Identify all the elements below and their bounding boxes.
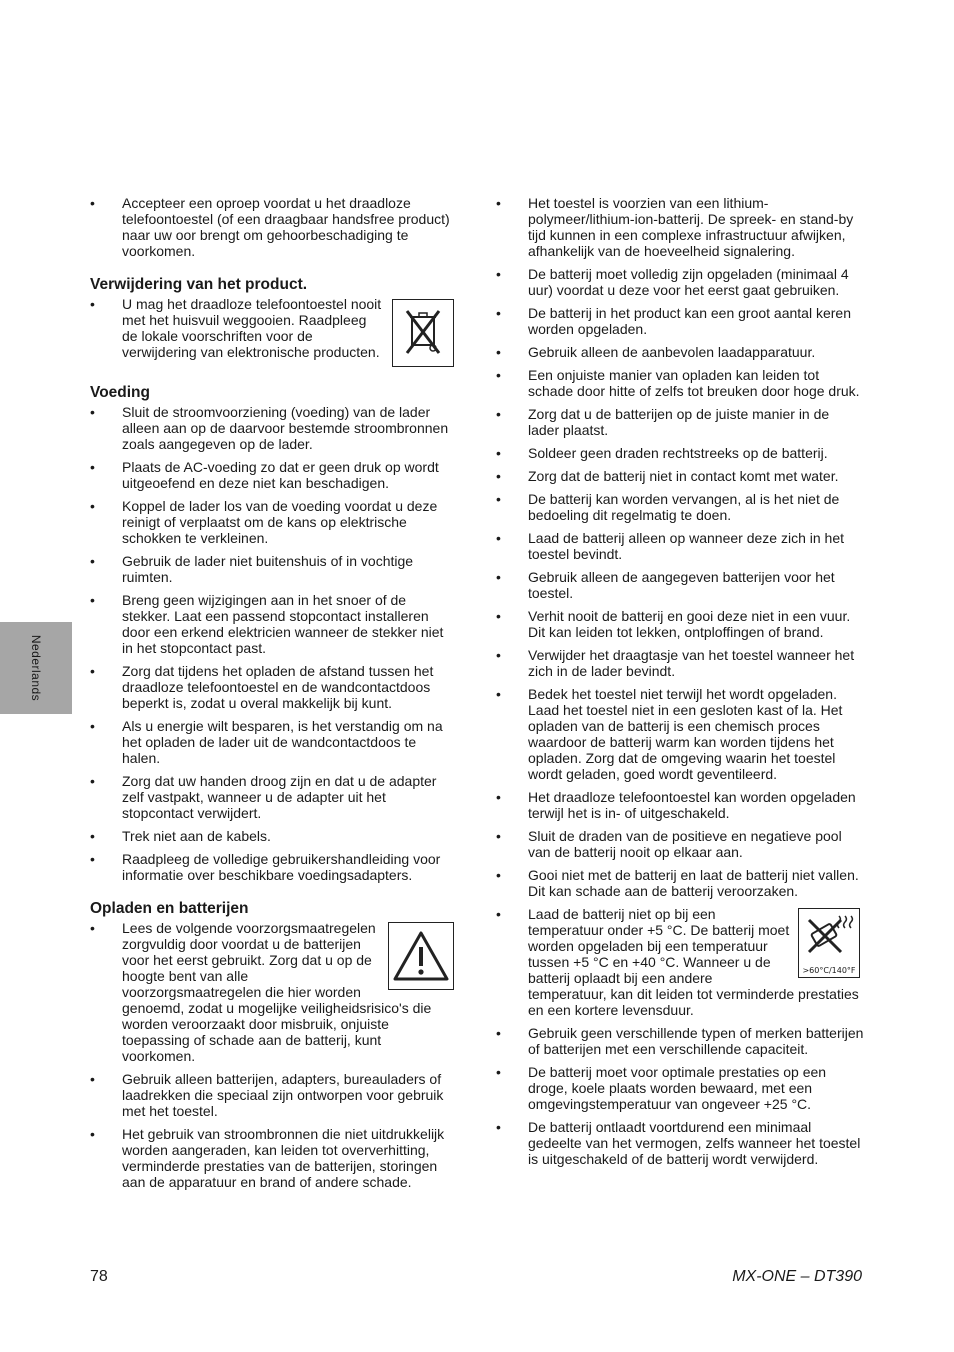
item-text: U mag het draadloze telefoontoestel nooit met het huisvuil weggooien. Raadpleeg de lokale voorschriften voor de verwijdering van elektronische producten. bbox=[122, 296, 382, 360]
bullet: • bbox=[496, 468, 501, 484]
item-text: Lees de volgende voorzorgsmaatregelen zorgvuldig door voordat u de batterijen voor het eerst gebruikt. Zorg dat u op de hoogte bent van alle voorzorgsmaatregelen die hier worden genoemd, zodat u mogelijke veiligheidsrisico's die worden veroorzaakt door misbruik, onjuiste toepassing of schade aan de batterij, kunt voorkomen. bbox=[122, 920, 432, 1064]
list-item bbox=[90, 920, 458, 1064]
item-text: Koppel de lader los van de voeding voordat u deze reinigt of verplaatst om de kans op elektrische schokken te verkleinen. bbox=[122, 498, 438, 546]
item-text: Gooi niet met de batterij en laat de batterij niet vallen. Dit kan schade aan de batterij veroorzaken. bbox=[528, 867, 859, 899]
list-item bbox=[496, 406, 864, 438]
list-item bbox=[496, 367, 864, 399]
bullet: • bbox=[90, 404, 95, 420]
item-text: De batterij ontlaadt voortdurend een minimaal gedeelte van het vermogen, zelfs wanneer het toestel is uitgeschakeld of de batterij wordt verwijderd. bbox=[528, 1119, 861, 1167]
item-text: Gebruik alleen de aanbevolen laadapparatuur. bbox=[528, 344, 816, 360]
item-text: Verhit nooit de batterij en gooi deze niet in een vuur. Dit kan leiden tot lekken, ontploffingen of brand. bbox=[528, 608, 851, 640]
bullet: • bbox=[496, 530, 501, 546]
bullet: • bbox=[496, 789, 501, 805]
bullet: • bbox=[496, 367, 501, 383]
bullet: • bbox=[90, 828, 95, 844]
item-text: Verwijder het draagtasje van het toestel wanneer het zich in de lader bevindt. bbox=[528, 647, 855, 679]
bullet: • bbox=[496, 344, 501, 360]
item-text: Breng geen wijzigingen aan in het snoer of de stekker. Laat een passend stopcontact installeren door een erkend elektricien wanneer de stekker niet in het stopcontact past. bbox=[122, 592, 444, 656]
bullet: • bbox=[90, 663, 95, 679]
temperature-label: >60°C/140°F bbox=[802, 966, 856, 975]
item-text: Plaats de AC-voeding zo dat er geen druk op wordt uitgeoefend en deze niet kan beschadigen. bbox=[122, 459, 439, 491]
list-item bbox=[496, 1119, 864, 1167]
item-text: Het draadloze telefoontoestel kan worden opgeladen terwijl het is in- of uitgeschakeld. bbox=[528, 789, 856, 821]
item-text: Laad de batterij niet op bij een temperatuur onder +5 °C. De batterij moet worden opgeladen bij een temperatuur tussen +5 °C en +40 °C. Wanneer u de batterij oplaadt bij een andere temperatuur, kan dit leiden tot verminderde prestaties en een kortere levensduur. bbox=[528, 906, 859, 1018]
bullet: • bbox=[496, 828, 501, 844]
list-item bbox=[90, 592, 458, 656]
right-column bbox=[496, 195, 864, 1174]
item-text: Raadpleeg de volledige gebruikershandleiding voor informatie over beschikbare voedingsadapters. bbox=[122, 851, 441, 883]
section-heading-removal: Verwijdering van het product. bbox=[90, 276, 308, 293]
bullet: • bbox=[90, 718, 95, 734]
page-number: 78 bbox=[90, 1268, 108, 1285]
item-text: Het gebruik van stroombronnen die niet uitdrukkelijk worden aangeraden, kan leiden tot oververhitting, verminderde prestaties van de batterijen, storingen aan de apparatuur en brand of andere schade. bbox=[122, 1126, 445, 1190]
list-item bbox=[496, 569, 864, 601]
item-text: Gebruik geen verschillende typen of merken batterijen of batterijen met een verschillende capaciteit. bbox=[528, 1025, 864, 1057]
list-item bbox=[90, 296, 458, 367]
bullet: • bbox=[496, 1025, 501, 1041]
bullet: • bbox=[90, 592, 95, 608]
list-item bbox=[496, 789, 864, 821]
list-item bbox=[496, 647, 864, 679]
bullet: • bbox=[496, 686, 501, 702]
list-item bbox=[90, 851, 458, 883]
list-item bbox=[90, 1071, 458, 1119]
bullet: • bbox=[496, 1119, 501, 1135]
list-item bbox=[496, 1064, 864, 1112]
list-item bbox=[90, 498, 458, 546]
list-item bbox=[90, 718, 458, 766]
list-item bbox=[496, 491, 864, 523]
list-item bbox=[496, 906, 864, 1018]
list-item bbox=[90, 404, 458, 452]
no-heat-battery-icon bbox=[798, 908, 860, 978]
item-text: Gebruik de lader niet buitenshuis of in vochtige ruimten. bbox=[122, 553, 414, 585]
language-side-tab bbox=[0, 622, 72, 714]
bullet: • bbox=[496, 266, 501, 282]
list-item bbox=[496, 608, 864, 640]
item-text: Sluit de draden van de positieve en negatieve pool van de batterij nooit op elkaar aan. bbox=[528, 828, 842, 860]
bullet: • bbox=[90, 851, 95, 867]
bullet: • bbox=[90, 920, 95, 936]
left-column bbox=[90, 195, 458, 1197]
list-item bbox=[496, 195, 864, 259]
item-text: Het toestel is voorzien van een lithium-polymeer/lithium-ion-batterij. De spreek- en stand-by tijd kunnen in een complexe infrastructuur afwijken, afhankelijk van de hoeveelheid signalering. bbox=[528, 195, 854, 259]
item-text: Accepteer een oproep voordat u het draadloze telefoontoestel (of een draagbaar handsfree product) naar uw oor brengt om gehoorbeschadiging te voorkomen. bbox=[122, 195, 450, 259]
section-heading-charging: Opladen en batterijen bbox=[90, 900, 249, 917]
list-item bbox=[496, 305, 864, 337]
bullet: • bbox=[90, 553, 95, 569]
list-item bbox=[496, 686, 864, 782]
list-item bbox=[90, 553, 458, 585]
bullet: • bbox=[90, 498, 95, 514]
item-text: Gebruik alleen batterijen, adapters, bureauladers of laadrekken die speciaal zijn ontworpen voor gebruik met het toestel. bbox=[122, 1071, 444, 1119]
bullet: • bbox=[496, 491, 501, 507]
list-item bbox=[496, 468, 864, 484]
list-item bbox=[90, 773, 458, 821]
item-text: De batterij moet volledig zijn opgeladen (minimaal 4 uur) voordat u deze voor het eerst gaat gebruiken. bbox=[528, 266, 849, 298]
document-title: MX-ONE – DT390 bbox=[732, 1268, 862, 1285]
list-item bbox=[496, 867, 864, 899]
list-item bbox=[90, 828, 458, 844]
list-item bbox=[496, 344, 864, 360]
list-item bbox=[496, 530, 864, 562]
side-tab-label: Nederlands bbox=[29, 634, 43, 702]
item-text: Zorg dat u de batterijen op de juiste manier in de lader plaatst. bbox=[528, 406, 830, 438]
bullet: • bbox=[90, 459, 95, 475]
list-item bbox=[90, 459, 458, 491]
bullet: • bbox=[496, 305, 501, 321]
bullet: • bbox=[496, 406, 501, 422]
bullet: • bbox=[90, 773, 95, 789]
bullet: • bbox=[90, 1071, 95, 1087]
item-text: Sluit de stroomvoorziening (voeding) van de lader alleen aan op de daarvoor bestemde stroombronnen zoals aangegeven op de lader. bbox=[122, 404, 449, 452]
bullet: • bbox=[496, 1064, 501, 1080]
item-text: Zorg dat uw handen droog zijn en dat u de adapter zelf vastpakt, wanneer u de adapter uit het stopcontact verwijdert. bbox=[122, 773, 437, 821]
bullet: • bbox=[496, 445, 501, 461]
bullet: • bbox=[496, 867, 501, 883]
bullet: • bbox=[90, 195, 95, 211]
section-heading-power: Voeding bbox=[90, 384, 150, 401]
warning-triangle-icon bbox=[388, 922, 454, 990]
item-text: De batterij moet voor optimale prestaties op een droge, koele plaats worden bewaard, met een omgevingstemperatuur van ongeveer +25 °C. bbox=[528, 1064, 827, 1112]
list-item bbox=[90, 1126, 458, 1190]
bullet: • bbox=[496, 195, 501, 211]
item-text: Gebruik alleen de aangegeven batterijen voor het toestel. bbox=[528, 569, 835, 601]
item-text: Laad de batterij alleen op wanneer deze zich in het toestel bevindt. bbox=[528, 530, 844, 562]
bullet: • bbox=[496, 906, 501, 922]
item-text: Als u energie wilt besparen, is het verstandig om na het opladen de lader uit de wandcontactdoos te halen. bbox=[122, 718, 443, 766]
list-item bbox=[496, 828, 864, 860]
list-item bbox=[90, 663, 458, 711]
item-text: Bedek het toestel niet terwijl het wordt opgeladen. Laad het toestel niet in een gesloten kast of la. Het opladen van de batterij is een chemisch proces waardoor de batterij warm kan worden tijdens het opladen. Zorg dat de omgeving waarin het toestel wordt geladen, goed wordt geventileerd. bbox=[528, 686, 843, 782]
bullet: • bbox=[496, 647, 501, 663]
list-item bbox=[496, 445, 864, 461]
bullet: • bbox=[496, 569, 501, 585]
item-text: Zorg dat tijdens het opladen de afstand tussen het draadloze telefoontoestel en de wandcontactdoos beperkt is, zodat u overal makkelijk bij kunt. bbox=[122, 663, 434, 711]
bullet: • bbox=[90, 1126, 95, 1142]
bullet: • bbox=[90, 296, 95, 312]
item-text: Soldeer geen draden rechtstreeks op de batterij. bbox=[528, 445, 828, 461]
item-text: Trek niet aan de kabels. bbox=[122, 828, 271, 844]
list-item bbox=[90, 195, 458, 259]
crossed-out-wheelie-bin-icon bbox=[392, 299, 454, 367]
item-text: Zorg dat de batterij niet in contact komt met water. bbox=[528, 468, 839, 484]
item-text: De batterij kan worden vervangen, al is het niet de bedoeling dit regelmatig te doen. bbox=[528, 491, 840, 523]
bullet: • bbox=[496, 608, 501, 624]
list-item bbox=[496, 266, 864, 298]
item-text: De batterij in het product kan een groot aantal keren worden opgeladen. bbox=[528, 305, 851, 337]
item-text: Een onjuiste manier van opladen kan leiden tot schade door hitte of zelfs tot breuken door hoge druk. bbox=[528, 367, 860, 399]
list-item bbox=[496, 1025, 864, 1057]
